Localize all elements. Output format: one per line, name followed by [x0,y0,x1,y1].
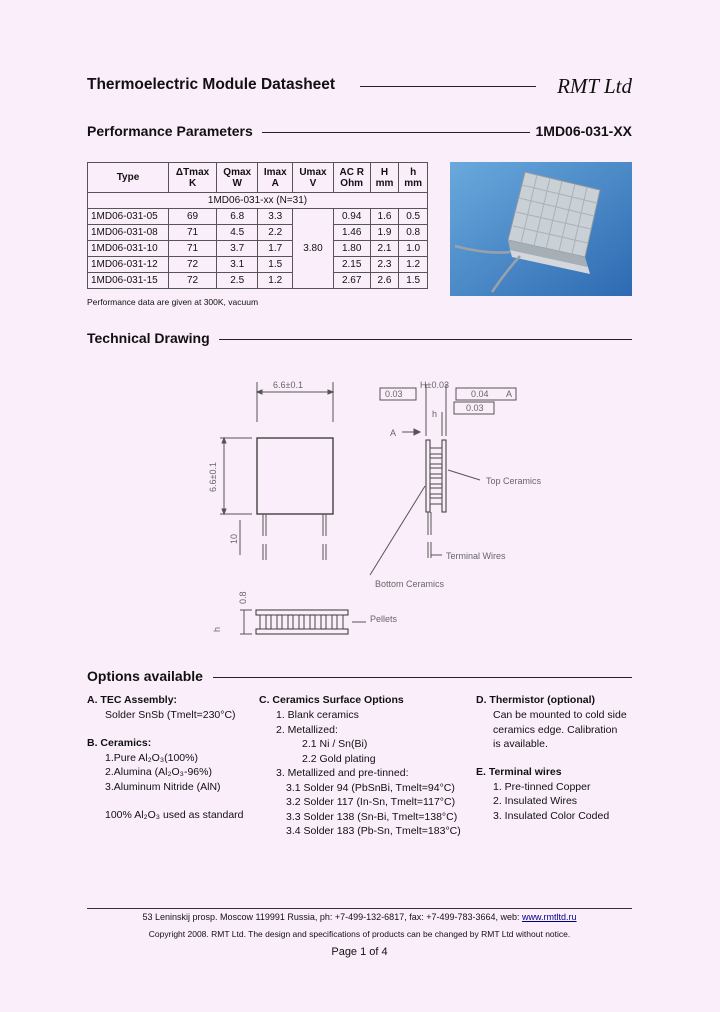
cell-dt: 71 [169,225,217,241]
options-title: Options available [87,668,203,684]
option-b-item: 1.Pure Al₂O₃(100%) [105,751,198,764]
module-photo-illustration [450,162,632,296]
cell-type: 1MD06-031-10 [88,241,169,257]
dim-height: 6.6±0.1 [208,462,218,492]
option-c-item: 3. Metallized and pre-tinned: [276,767,409,779]
option-b-note: 100% Al₂O₃ used as standard [105,809,244,821]
col-umax: Umax V [293,163,334,193]
cell-q: 3.7 [217,241,258,257]
table-row [88,241,428,257]
brand-logo: RMT Ltd [557,74,632,98]
footer-copyright: Copyright 2008. RMT Ltd. The design and specifications of products can be changed by RMT Ltd without notice. [148,929,571,939]
footer-address [87,912,632,922]
table-header-row [88,163,428,193]
table-row [88,225,428,241]
label-bottom-ceramics: Bottom Ceramics [375,579,445,589]
cell-dt: 69 [169,209,217,225]
cell-r: 2.15 [333,257,370,273]
cell-q: 4.5 [217,225,258,241]
option-d-item: ceramics edge. Calibration [493,723,618,736]
tol-height: H±0.03 [420,380,449,390]
col-type: Type [88,163,169,193]
cell-h: 0.8 [399,225,428,241]
cell-H: 1.6 [370,209,399,225]
cell-type: 1MD06-031-15 [88,273,169,289]
table-row [88,273,428,289]
performance-title: Performance Parameters [87,123,253,139]
drawing-title: Technical Drawing [87,330,210,346]
label-pellets: Pellets [370,614,398,624]
cell-i: 2.2 [258,225,293,241]
options-col-de [476,694,636,823]
cell-type: 1MD06-031-05 [88,209,169,225]
technical-drawing [180,370,580,640]
product-photo [450,162,632,296]
performance-note: Performance data are given at 300K, vacuum [87,297,259,307]
option-c-item: 2.1 Ni / Sn(Bi) [302,738,368,750]
tol-parallel: 0.04 [471,389,489,399]
cell-H: 2.1 [370,241,399,257]
cell-H: 1.9 [370,225,399,241]
option-c-item: 3.2 Solder 117 (In-Sn, Tmelt=117°C) [286,796,456,808]
cell-i: 1.2 [258,273,293,289]
option-c-item: 1. Blank ceramics [276,709,359,721]
cell-umax: 3.80 [293,209,334,289]
cell-q: 3.1 [217,257,258,273]
cell-h: 0.5 [399,209,428,225]
options-rule [213,677,632,678]
option-b-item: 2.Alumina (Al₂O₃-96%) [105,766,212,778]
cell-dt: 72 [169,273,217,289]
cell-type: 1MD06-031-08 [88,225,169,241]
table-row [88,257,428,273]
cell-h: 1.0 [399,241,428,257]
cell-type: 1MD06-031-12 [88,257,169,273]
address-text: 53 Leninskij prosp. Moscow 119991 Russia, ph: +7-499-132-6817, fax: +7-499-783-3664, web: [142,912,523,922]
label-terminal-wires: Terminal Wires [446,551,506,561]
option-e-title: E. Terminal wires [476,765,562,778]
option-d-title: D. Thermistor (optional) [476,694,595,706]
col-H: H mm [370,163,399,193]
tol-flat2: 0.03 [466,403,484,413]
cell-H: 2.6 [370,273,399,289]
dim-width: 6.6±0.1 [273,380,303,390]
performance-rule [262,132,530,133]
cell-i: 3.3 [258,209,293,225]
cell-q: 6.8 [217,209,258,225]
datum-label: A [390,428,397,438]
col-acr: AC R Ohm [333,163,370,193]
option-c-item: 2. Metallized: [276,723,338,736]
col-dtmax: ΔTmax K [169,163,217,193]
label-top-ceramics: Top Ceramics [486,476,542,486]
dim-h: h [432,409,438,419]
option-b-item: 3.Aluminum Nitride (AlN) [105,780,221,793]
option-c-item: 3.1 Solder 94 (PbSnBi, Tmelt=94°C) [286,781,455,794]
option-c-item: 2.2 Gold plating [302,752,376,765]
cell-h: 1.2 [399,257,428,273]
col-h: h mm [399,163,428,193]
option-c-title: C. Ceramics Surface Options [259,694,404,706]
option-b-title: B. Ceramics: [87,736,152,749]
model-code: 1MD06-031-XX [532,123,633,139]
group-row [88,193,428,209]
option-e-item: 3. Insulated Color Coded [493,809,610,822]
dim-side: 0.8 [238,591,248,604]
option-a-title: A. TEC Assembly: [87,694,178,706]
option-a-item: Solder SnSb (Tmelt=230°C) [105,709,236,721]
cell-r: 1.46 [333,225,370,241]
options-col-c [259,694,469,839]
option-e-item: 1. Pre-tinned Copper [493,780,591,793]
option-d-item: Can be mounted to cold side [493,709,627,721]
website-link[interactable]: www.rmtltd.ru [522,912,577,922]
cell-r: 0.94 [333,209,370,225]
options-col-ab [87,694,252,823]
dim-lead: 10 [229,533,239,544]
option-c-item: 3.3 Solder 138 (Sn-Bi, Tmelt=138°C) [286,810,458,823]
col-qmax: Qmax W [217,163,258,193]
cell-q: 2.5 [217,273,258,289]
option-c-item: 3.4 Solder 183 (Pb-Sn, Tmelt=183°C) [286,825,461,837]
header-rule [360,86,536,87]
cell-r: 1.80 [333,241,370,257]
cell-dt: 72 [169,257,217,273]
footer-rule [87,908,632,909]
drawing-rule [219,339,632,340]
doc-title: Thermoelectric Module Datasheet [87,76,336,93]
cell-H: 2.3 [370,257,399,273]
option-d-item: is available. [493,738,548,750]
drawing-heading [87,330,632,350]
page-number: Page 1 of 4 [331,946,388,958]
page-header [87,74,632,98]
tol-datum: A [506,389,513,399]
performance-heading [87,123,632,143]
table-row [88,209,428,225]
cell-r: 2.67 [333,273,370,289]
performance-table [87,162,428,289]
tol-flat: 0.03 [385,389,403,399]
dim-bottom-h: h [212,626,222,632]
cell-dt: 71 [169,241,217,257]
cell-h: 1.5 [399,273,428,289]
col-imax: Imax A [258,163,293,193]
group-label: 1MD06-031-xx (N=31) [88,193,428,209]
option-e-item: 2. Insulated Wires [493,795,578,807]
options-heading [87,668,632,688]
cell-i: 1.5 [258,257,293,273]
cell-i: 1.7 [258,241,293,257]
